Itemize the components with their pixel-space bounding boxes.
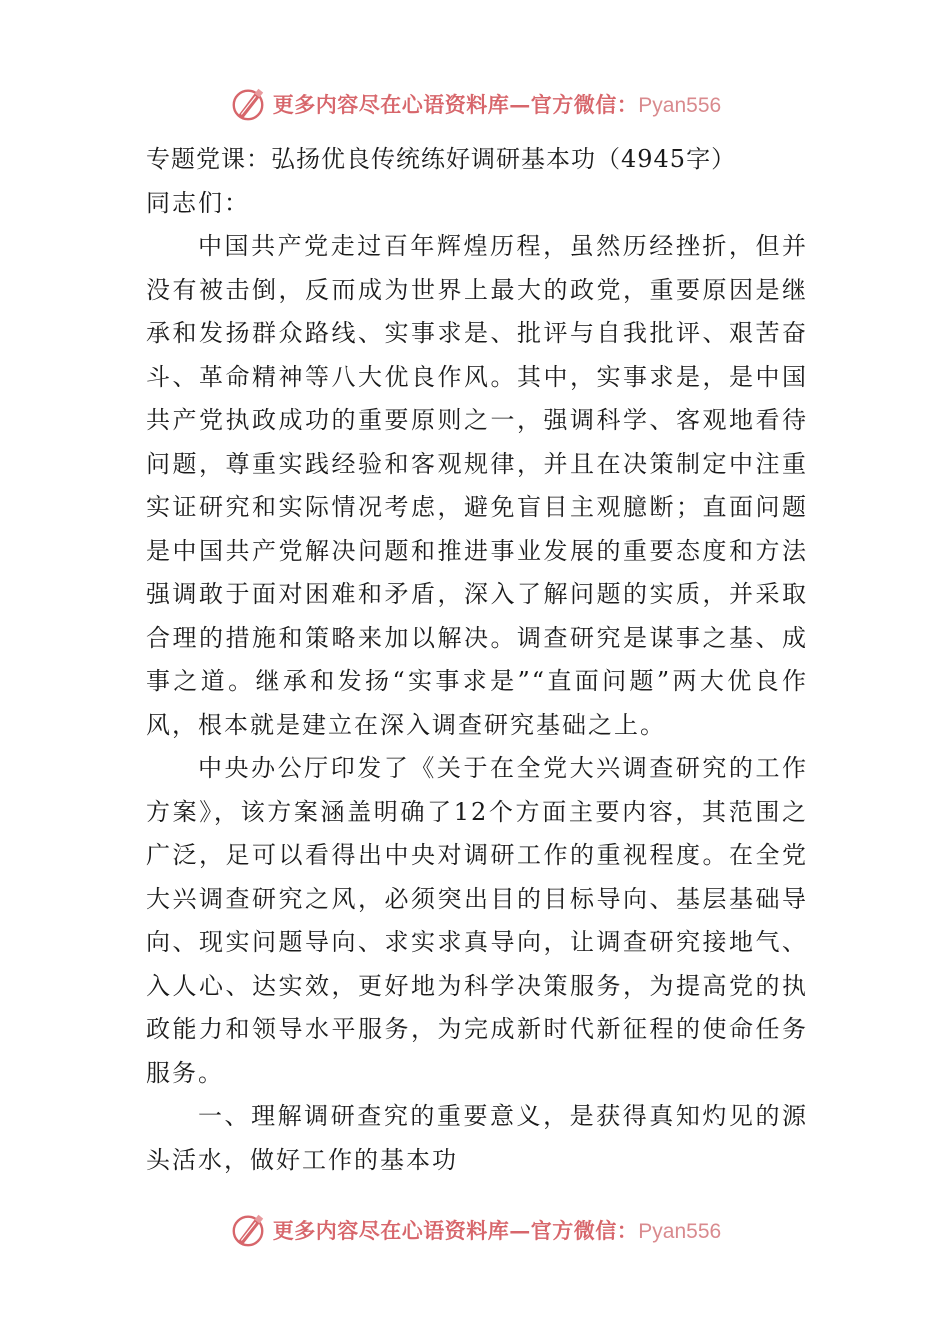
pen-nib-logo-icon bbox=[229, 1211, 267, 1249]
section-heading: 一、理解调研查究的重要意义，是获得真知灼见的源头活水，做好工作的基本功 bbox=[146, 1102, 808, 1174]
document-title: 专题党课：弘扬优良传统练好调研基本功（4945字） bbox=[146, 145, 737, 173]
watermark-group bbox=[229, 1211, 721, 1249]
wechat-id: Pyan556 bbox=[638, 94, 722, 117]
paragraph: 中国共产党走过百年辉煌历程，虽然历经挫折，但并没有被击倒，反而成为世界上最大的政党，重要原因是继承和发扬群众路线、实事求是、批评与自我批评、艰苦奋斗、革命精神等八大优良作风。其中，实事求是，是中国共产党执政成功的重要原则之一，强调科学、客观地看待问题，尊重实践经验和客观规律，并且在决策制定中注重实证研究和实际情况考虑，避免盲目主观臆断；直面问题是中国共产党解决问题和推进事业发展的重要态度和方法强调敢于面对困难和矛盾，深入了解问题的实质，并采取合理的措施和策略来加以解决。调查研究是谋事之基、成事之道。继承和发扬“实事求是”“直面问题”两大优良作风，根本就是建立在深入调查研究基础之上。 bbox=[146, 232, 808, 739]
header-watermark bbox=[0, 84, 950, 124]
watermark-text: 更多内容尽在心语资料库—官方微信：Pyan556 bbox=[272, 1218, 722, 1243]
pen-nib-logo-icon bbox=[229, 85, 267, 123]
watermark-group bbox=[229, 85, 721, 123]
document-body bbox=[146, 138, 808, 1182]
watermark-text: 更多内容尽在心语资料库—官方微信：Pyan556 bbox=[272, 92, 722, 117]
wechat-id: Pyan556 bbox=[638, 1220, 722, 1243]
footer-watermark bbox=[0, 1210, 950, 1250]
paragraph: 中央办公厅印发了《关于在全党大兴调查研究的工作方案》，该方案涵盖明确了12个方面主要内容，其范围之广泛，足可以看得出中央对调研工作的重视程度。在全党大兴调查研究之风，必须突出目的目标导向、基层基础导向、现实问题导向、求实求真导向，让调查研究接地气、入人心、达实效，更好地为科学决策服务，为提高党的执政能力和领导水平服务，为完成新时代新征程的使命任务服务。 bbox=[146, 754, 808, 1087]
salutation: 同志们： bbox=[146, 188, 250, 217]
